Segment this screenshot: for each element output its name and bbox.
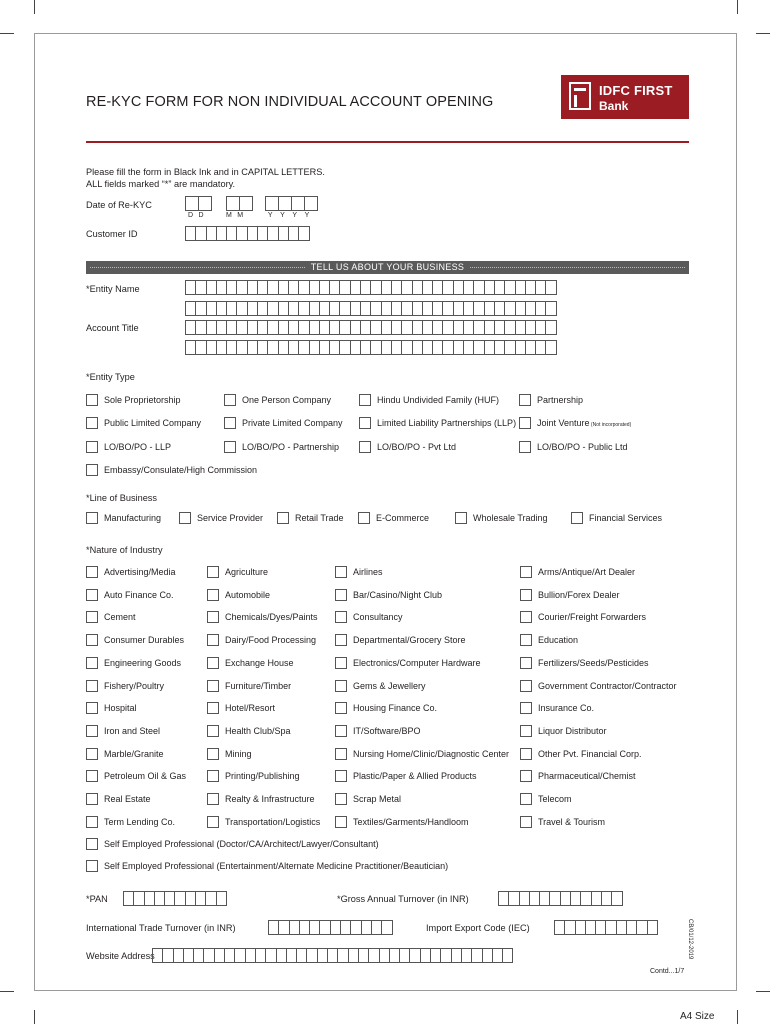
option-label: One Person Company bbox=[242, 395, 332, 405]
option-label: Airlines bbox=[353, 567, 383, 577]
option-label: Arms/Antique/Art Dealer bbox=[538, 567, 636, 577]
iec-input[interactable] bbox=[554, 920, 657, 935]
option-label: Retail Trade bbox=[295, 513, 344, 523]
option-label: Exchange House bbox=[225, 658, 294, 668]
option-label: Automobile bbox=[225, 590, 271, 600]
crop-mark bbox=[737, 1010, 738, 1024]
option-label: Transportation/Logistics bbox=[225, 817, 321, 827]
option-label: Private Limited Company bbox=[242, 418, 343, 428]
intl-turnover-input[interactable] bbox=[268, 920, 392, 935]
option-checkbox[interactable] bbox=[335, 725, 347, 737]
option-checkbox[interactable] bbox=[224, 441, 236, 453]
char-box bbox=[545, 340, 556, 355]
option-label: Furniture/Timber bbox=[225, 681, 292, 691]
section-title: TELL US ABOUT YOUR BUSINESS bbox=[305, 262, 470, 272]
option-label: Plastic/Paper & Allied Products bbox=[353, 771, 477, 781]
option-checkbox[interactable] bbox=[335, 566, 347, 578]
option-label: Fishery/Poultry bbox=[104, 681, 165, 691]
option-label: Textiles/Garments/Handloom bbox=[353, 817, 469, 827]
option-checkbox[interactable] bbox=[86, 770, 98, 782]
option-label: Real Estate bbox=[104, 794, 151, 804]
char-box bbox=[502, 948, 513, 963]
website-input[interactable] bbox=[152, 948, 512, 963]
line-of-business-label: *Line of Business bbox=[86, 493, 157, 503]
logo-text: Bank bbox=[599, 99, 629, 113]
option-checkbox[interactable] bbox=[359, 417, 371, 429]
pan-input[interactable] bbox=[123, 891, 226, 906]
entity-name-label: *Entity Name bbox=[86, 284, 140, 294]
option-checkbox[interactable] bbox=[207, 793, 219, 805]
option-label: Financial Services bbox=[589, 513, 663, 523]
option-label: Travel & Tourism bbox=[538, 817, 606, 827]
option-label: Health Club/Spa bbox=[225, 726, 291, 736]
customer-id-label: Customer ID bbox=[86, 229, 138, 239]
paper-size-label: A4 Size bbox=[680, 1011, 715, 1022]
option-label: Consultancy bbox=[353, 612, 403, 622]
option-label: LO/BO/PO - Public Ltd bbox=[537, 442, 628, 452]
option-label: Joint Venture (Not incorporated) bbox=[537, 418, 632, 428]
option-label: E-Commerce bbox=[376, 513, 430, 523]
option-label: Dairy/Food Processing bbox=[225, 635, 317, 645]
bank-logo bbox=[561, 75, 689, 119]
divider bbox=[86, 141, 689, 143]
option-checkbox[interactable] bbox=[335, 702, 347, 714]
date-format-hint: D D M M Y Y Y Y bbox=[188, 212, 310, 219]
continued-note: Contd...1/7 bbox=[650, 968, 685, 975]
option-checkbox[interactable] bbox=[455, 512, 467, 524]
char-box bbox=[545, 320, 556, 335]
option-label: LO/BO/PO - Pvt Ltd bbox=[377, 442, 457, 452]
crop-mark bbox=[0, 33, 14, 34]
turnover-label: *Gross Annual Turnover (in INR) bbox=[337, 894, 469, 904]
option-label: Departmental/Grocery Store bbox=[353, 635, 466, 645]
option-label: Government Contractor/Contractor bbox=[538, 681, 677, 691]
option-checkbox[interactable] bbox=[207, 748, 219, 760]
option-checkbox[interactable] bbox=[224, 394, 236, 406]
option-checkbox[interactable] bbox=[520, 680, 532, 692]
option-label: Agriculture bbox=[225, 567, 269, 577]
option-checkbox[interactable] bbox=[86, 657, 98, 669]
account-title-input-2[interactable] bbox=[185, 340, 556, 355]
crop-mark bbox=[34, 1010, 35, 1024]
option-label: Embassy/Consulate/High Commission bbox=[104, 465, 258, 475]
website-label: Website Address bbox=[86, 951, 155, 961]
option-label: Bar/Casino/Night Club bbox=[353, 590, 443, 600]
pan-label: *PAN bbox=[86, 894, 108, 904]
option-checkbox[interactable] bbox=[86, 860, 98, 872]
option-checkbox[interactable] bbox=[86, 417, 98, 429]
option-checkbox[interactable] bbox=[207, 770, 219, 782]
option-label: Courier/Freight Forwarders bbox=[538, 612, 647, 622]
account-title-input[interactable] bbox=[185, 320, 556, 335]
form-title: RE-KYC FORM FOR NON INDIVIDUAL ACCOUNT OPENING bbox=[86, 94, 494, 110]
option-label: Hospital bbox=[104, 703, 137, 713]
option-checkbox[interactable] bbox=[86, 611, 98, 623]
option-label: Nursing Home/Clinic/Diagnostic Center bbox=[353, 749, 510, 759]
option-label: Hindu Undivided Family (HUF) bbox=[377, 395, 500, 405]
option-label: Realty & Infrastructure bbox=[225, 794, 315, 804]
iec-label: Import Export Code (IEC) bbox=[426, 923, 530, 933]
option-label: Petroleum Oil & Gas bbox=[104, 771, 187, 781]
option-checkbox[interactable] bbox=[207, 680, 219, 692]
option-label: Iron and Steel bbox=[104, 726, 161, 736]
option-checkbox[interactable] bbox=[207, 566, 219, 578]
option-checkbox[interactable] bbox=[179, 512, 191, 524]
option-label: Chemicals/Dyes/Paints bbox=[225, 612, 318, 622]
option-checkbox[interactable] bbox=[520, 657, 532, 669]
option-label: IT/Software/BPO bbox=[353, 726, 421, 736]
crop-mark bbox=[34, 0, 35, 14]
option-checkbox[interactable] bbox=[359, 394, 371, 406]
option-label: Wholesale Trading bbox=[473, 513, 548, 523]
char-box bbox=[381, 920, 392, 935]
intl-turnover-label: International Trade Turnover (in INR) bbox=[86, 923, 236, 933]
crop-mark bbox=[756, 991, 770, 992]
option-checkbox[interactable] bbox=[519, 417, 531, 429]
option-checkbox[interactable] bbox=[86, 793, 98, 805]
date-day-input[interactable] bbox=[185, 196, 211, 211]
option-checkbox[interactable] bbox=[335, 793, 347, 805]
option-label: Fertilizers/Seeds/Pesticides bbox=[538, 658, 649, 668]
option-checkbox[interactable] bbox=[520, 770, 532, 782]
option-checkbox[interactable] bbox=[519, 441, 531, 453]
option-checkbox[interactable] bbox=[335, 634, 347, 646]
option-checkbox[interactable] bbox=[86, 680, 98, 692]
option-checkbox[interactable] bbox=[520, 611, 532, 623]
option-checkbox[interactable] bbox=[207, 657, 219, 669]
logo-text: IDFC FIRST bbox=[599, 83, 673, 98]
option-checkbox[interactable] bbox=[86, 394, 98, 406]
option-checkbox[interactable] bbox=[207, 634, 219, 646]
form-page bbox=[34, 33, 737, 991]
option-label: Other Pvt. Financial Corp. bbox=[538, 749, 642, 759]
option-checkbox[interactable] bbox=[86, 441, 98, 453]
option-checkbox[interactable] bbox=[86, 725, 98, 737]
char-box bbox=[298, 226, 309, 241]
option-label: Gems & Jewellery bbox=[353, 681, 426, 691]
option-checkbox[interactable] bbox=[86, 566, 98, 578]
option-checkbox[interactable] bbox=[520, 793, 532, 805]
crop-mark bbox=[0, 991, 14, 992]
option-checkbox[interactable] bbox=[86, 512, 98, 524]
account-title-label: Account Title bbox=[86, 323, 139, 333]
char-box bbox=[611, 891, 622, 906]
crop-mark bbox=[737, 0, 738, 14]
entity-type-label: *Entity Type bbox=[86, 372, 135, 382]
option-checkbox[interactable] bbox=[207, 589, 219, 601]
option-label: LO/BO/PO - LLP bbox=[104, 442, 172, 452]
option-checkbox[interactable] bbox=[520, 566, 532, 578]
option-checkbox[interactable] bbox=[571, 512, 583, 524]
section-banner bbox=[86, 261, 689, 274]
option-label: Partnership bbox=[537, 395, 584, 405]
option-label: Term Lending Co. bbox=[104, 817, 176, 827]
option-checkbox[interactable] bbox=[224, 417, 236, 429]
option-label: Telecom bbox=[538, 794, 572, 804]
option-label: Self Employed Professional (Doctor/CA/Architect/Lawyer/Consultant) bbox=[104, 839, 379, 849]
option-checkbox[interactable] bbox=[335, 589, 347, 601]
option-checkbox[interactable] bbox=[207, 816, 219, 828]
char-box bbox=[545, 280, 556, 295]
bank-logo-icon bbox=[569, 82, 591, 110]
option-checkbox[interactable] bbox=[359, 441, 371, 453]
crop-mark bbox=[756, 33, 770, 34]
option-label: LO/BO/PO - Partnership bbox=[242, 442, 340, 452]
option-checkbox[interactable] bbox=[520, 634, 532, 646]
option-checkbox[interactable] bbox=[520, 725, 532, 737]
option-checkbox[interactable] bbox=[207, 702, 219, 714]
option-checkbox[interactable] bbox=[86, 702, 98, 714]
option-label: Hotel/Resort bbox=[225, 703, 276, 713]
option-label: Consumer Durables bbox=[104, 635, 185, 645]
option-label: Education bbox=[538, 635, 579, 645]
option-label: Self Employed Professional (Entertainment/Alternate Medicine Practitioner/Beautician) bbox=[104, 861, 449, 871]
date-label: Date of Re-KYC bbox=[86, 200, 152, 210]
option-checkbox[interactable] bbox=[86, 816, 98, 828]
option-label: Sole Proprietorship bbox=[104, 395, 181, 405]
option-label: Public Limited Company bbox=[104, 418, 202, 428]
option-checkbox[interactable] bbox=[519, 394, 531, 406]
option-checkbox[interactable] bbox=[520, 816, 532, 828]
option-checkbox[interactable] bbox=[86, 634, 98, 646]
option-label: Insurance Co. bbox=[538, 703, 595, 713]
option-label: Marble/Granite bbox=[104, 749, 164, 759]
option-label: Liquor Distributor bbox=[538, 726, 607, 736]
option-checkbox[interactable] bbox=[207, 725, 219, 737]
option-checkbox[interactable] bbox=[207, 611, 219, 623]
char-box bbox=[545, 301, 556, 316]
option-label: Limited Liability Partnerships (LLP) bbox=[377, 418, 517, 428]
option-checkbox[interactable] bbox=[86, 589, 98, 601]
option-label: Bullion/Forex Dealer bbox=[538, 590, 620, 600]
option-label: Cement bbox=[104, 612, 136, 622]
option-label: Mining bbox=[225, 749, 252, 759]
option-checkbox[interactable] bbox=[335, 680, 347, 692]
option-label: Scrap Metal bbox=[353, 794, 402, 804]
option-label: Electronics/Computer Hardware bbox=[353, 658, 481, 668]
joint-venture-note: (Not incorporated) bbox=[589, 422, 632, 428]
option-label: Housing Finance Co. bbox=[353, 703, 438, 713]
customer-id-input[interactable] bbox=[185, 226, 309, 241]
instruction-line: Please fill the form in Black Ink and in CAPITAL LETTERS. bbox=[86, 167, 325, 177]
option-checkbox[interactable] bbox=[335, 657, 347, 669]
instruction-line: ALL fields marked “*” are mandatory. bbox=[86, 179, 236, 189]
option-label: Auto Finance Co. bbox=[104, 590, 174, 600]
entity-name-input[interactable] bbox=[185, 280, 556, 295]
option-checkbox[interactable] bbox=[86, 838, 98, 850]
turnover-input[interactable] bbox=[498, 891, 622, 906]
form-code: CB/01/12-2019 bbox=[687, 919, 693, 960]
date-year-input[interactable] bbox=[265, 196, 317, 211]
option-checkbox[interactable] bbox=[520, 702, 532, 714]
date-month-input[interactable] bbox=[226, 196, 252, 211]
option-checkbox[interactable] bbox=[335, 816, 347, 828]
option-checkbox[interactable] bbox=[358, 512, 370, 524]
option-checkbox[interactable] bbox=[335, 611, 347, 623]
char-box bbox=[647, 920, 658, 935]
option-checkbox[interactable] bbox=[277, 512, 289, 524]
option-checkbox[interactable] bbox=[520, 589, 532, 601]
option-checkbox[interactable] bbox=[335, 748, 347, 760]
option-label: Advertising/Media bbox=[104, 567, 176, 577]
nature-of-industry-label: *Nature of Industry bbox=[86, 545, 163, 555]
option-label: Service Provider bbox=[197, 513, 264, 523]
option-checkbox[interactable] bbox=[86, 748, 98, 760]
option-checkbox[interactable] bbox=[520, 748, 532, 760]
option-checkbox[interactable] bbox=[335, 770, 347, 782]
option-label: Pharmaceutical/Chemist bbox=[538, 771, 636, 781]
option-label: Manufacturing bbox=[104, 513, 162, 523]
option-checkbox[interactable] bbox=[86, 464, 98, 476]
char-box bbox=[216, 891, 227, 906]
entity-name-input-2[interactable] bbox=[185, 301, 556, 316]
option-label: Engineering Goods bbox=[104, 658, 182, 668]
option-label: Printing/Publishing bbox=[225, 771, 300, 781]
